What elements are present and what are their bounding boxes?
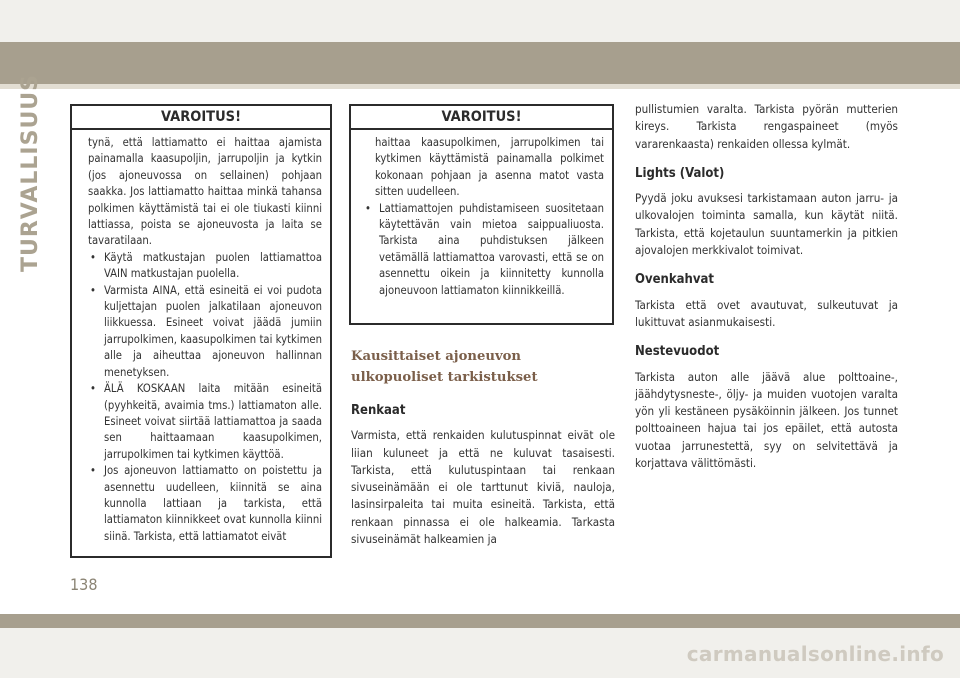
footer-bar	[0, 614, 960, 628]
section-title: Kausittaiset ajoneuvon ulkopuoliset tarkistukset	[351, 349, 538, 385]
header-bar	[0, 42, 960, 84]
warning-intro: tynä, että lattiamatto ei haittaa ajamista painamalla kaasupoljin, jarrupoljin ja kytkin (jos ajoneuvossa on sellainen) pohjaan saakka. Jos lattiamatto haittaa minkä tahansa polkimen käyttämistä tai ei ole tiukasti kiinni lattiassa, poista se ajoneuvosta ja laita se tavaratilaan.	[88, 136, 322, 248]
middle-column	[351, 346, 615, 548]
right-column	[635, 101, 898, 472]
warning-item: • Varmista AINA, että esineitä ei voi pudota kuljettajan puolen jalkatilaan ajoneuvon liikkuessa. Esineet voivat jäädä jumiin jarrupolkimen, kaasupolkimen tai kytkimen alle ja aiheuttaa ajoneuvon hallinnan menetyksen.	[88, 283, 322, 381]
tires-heading: Renkaat	[351, 403, 406, 418]
warning-intro: haittaa kaasupolkimen, jarrupolkimen tai kytkimen käyttämistä painamalla polkimet kokonaan pohjaan ja asenna matot vasta sitten uudelleen.	[375, 136, 604, 199]
warning-title: VAROITUS!	[351, 106, 612, 130]
tires-text: Varmista, että renkaiden kulutuspinnat eivät ole liian kuluneet ja että ne kuluvat tasaisesti. Tarkista, että kulutuspintaan tai renkaan sivuseinämään ei ole tarttunut kiviä, nauloja, lasinsirpaleita tai muita esineitä. Tarkista, että renkaan pinnassa ei ole halkeamia. Tarkasta sivuseinämät halkeamien ja	[351, 428, 615, 547]
warning-item: • Lattiamattojen puhdistamiseen suositetaan käytettävän vain mietoa saippualiuosta. Tarkista aina puhdistuksen jälkeen vetämällä lattiamattoa varovasti, että se on asennettu oikein ja kiinnitetty kunnolla ajoneuvoon lattiamaton kiinnikkeillä.	[363, 201, 604, 299]
warning-list	[88, 250, 322, 545]
doors-text: Tarkista että ovet avautuvat, sulkeutuvat ja lukittuvat asianmukaisesti.	[635, 297, 898, 329]
warning-box-left	[70, 104, 332, 558]
doors-heading: Ovenkahvat	[635, 272, 714, 288]
warning-item: • ÄLÄ KOSKAAN laita mitään esineitä (pyyhkeitä, avaimia tms.) lattiamaton alle. Esineet voivat siirtää lattiamattoa ja saada sen haittaamaan kaasupolkimen, jarrupolkimen tai kytkimen käyttöä.	[88, 381, 322, 463]
leaks-text: Tarkista auton alle jäävä alue polttoaine-, jäähdytysneste-, öljy- ja muiden vuotojen varalta yön yli kestäneen pysäköinnin jälkeen. Jos tunnet polttoaineen hajua tai jos epäilet, että autosta vuotaa jarrunestettä, syy on selvitettävä ja korjattava välittömästi.	[635, 369, 898, 471]
page-number: 138	[70, 575, 98, 594]
warning-list	[363, 201, 604, 299]
header-divider	[0, 84, 960, 89]
lights-text: Pyydä joku avuksesi tarkistamaan auton jarru- ja ulkovalojen toiminta samalla, kun käytät niitä. Tarkista, että kojetaulun suuntamerkin ja pitkien ajovalojen merkkivalot toimivat.	[635, 191, 898, 258]
warning-item: • Käytä matkustajan puolen lattiamattoa VAIN matkustajan puolella.	[88, 250, 322, 283]
lights-heading: Lights (Valot)	[635, 165, 725, 181]
section-label: TURVALLISUUS	[18, 73, 43, 272]
header-band	[0, 0, 960, 42]
tires-continuation: pullistumien varalta. Tarkista pyörän mutterien kireys. Tarkista rengaspaineet (myös vararenkaasta) renkaiden ollessa kylmät.	[635, 102, 898, 151]
warning-item: • Jos ajoneuvon lattiamatto on poistettu ja asennettu uudelleen, kiinnitä se aina kunnolla lattiaan ja tarkista, että lattiamaton kiinnikkeet ovat kunnolla kiinni siinä. Tarkista, että lattiamatot eivät	[88, 463, 322, 545]
warning-box-middle	[349, 104, 614, 325]
watermark: carmanualsonline.info	[686, 642, 944, 666]
warning-title: VAROITUS!	[72, 106, 330, 130]
leaks-heading: Nestevuodot	[635, 344, 720, 360]
